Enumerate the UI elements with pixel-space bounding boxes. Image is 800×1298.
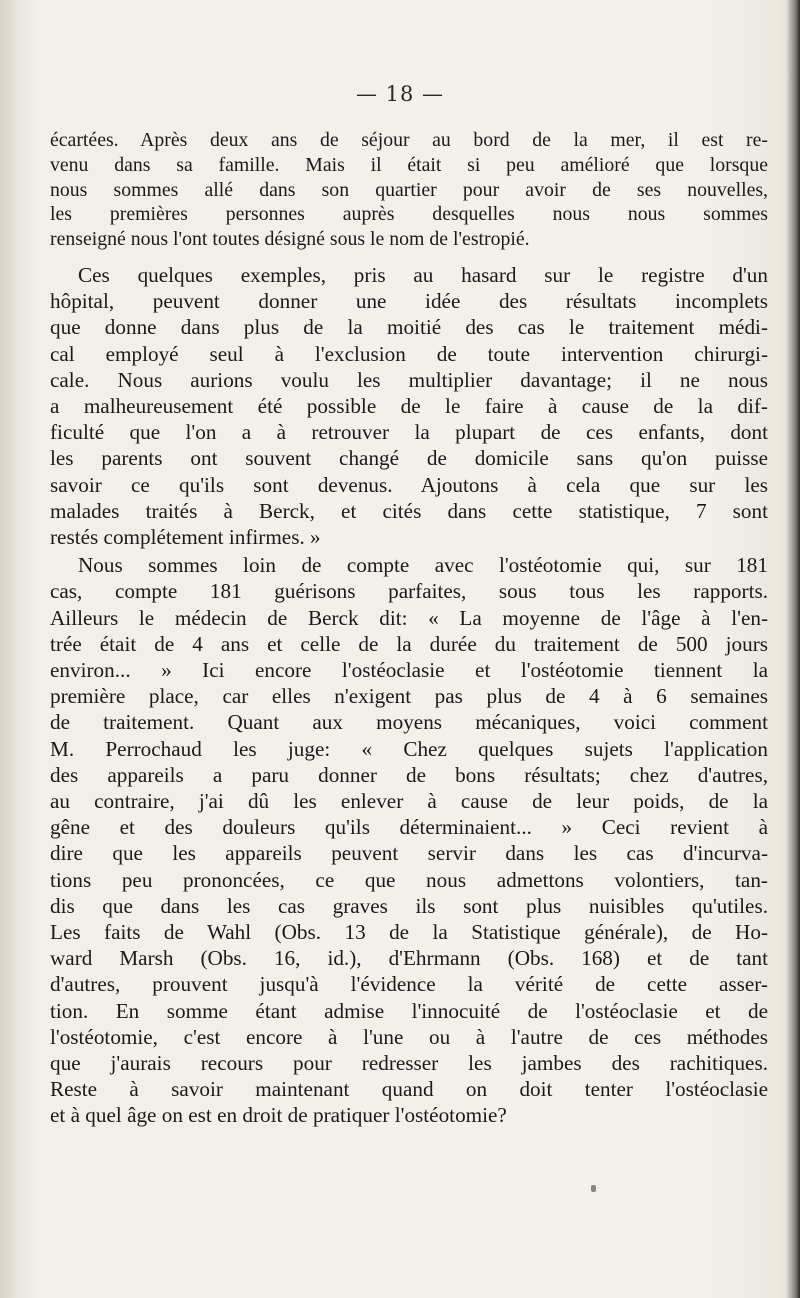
text-line: M. Perrochaud les juge: « Chez quelques sujets l'application — [50, 736, 768, 761]
text-line: les premières personnes auprès desquelles nous nous sommes — [50, 203, 768, 226]
text-line: écartées. Après deux ans de séjour au bord de la mer, il est re- — [50, 129, 768, 151]
text-line: malades traités à Berck, et cités dans cette statistique, 7 sont — [50, 498, 768, 523]
text-line: des appareils a paru donner de bons résultats; chez d'autres, — [50, 762, 768, 787]
text-line: dire que les appareils peuvent servir dans les cas d'incurva- — [50, 841, 768, 866]
text-line: restés complétement infirmes. » — [50, 525, 321, 550]
text-line: cale. Nous aurions voulu les multiplier davantage; il ne nous — [50, 367, 768, 392]
text-line: que donne dans plus de la moitié des cas le traitement médi- — [50, 315, 768, 340]
text-line: Ailleurs le médecin de Berck dit: « La moyenne de l'âge à l'en- — [50, 605, 768, 630]
text-line: de traitement. Quant aux moyens mécaniques, voici comment — [50, 710, 768, 735]
text-line: première place, car elles n'exigent pas plus de 4 à 6 semaines — [50, 684, 768, 709]
text-line: dis que dans les cas graves ils sont plus nuisibles qu'utiles. — [50, 893, 768, 918]
text-line: cas, compte 181 guérisons parfaites, sous tous les rapports. — [50, 579, 768, 604]
paragraph-3 — [50, 552, 768, 1128]
body-text — [50, 128, 768, 1129]
page-right-edge-shadow — [786, 0, 800, 1298]
text-line: renseigné nous l'ont toutes désigné sous le nom de l'estropié. — [50, 228, 530, 251]
text-line: a malheureusement été possible de le faire à cause de la dif- — [50, 394, 768, 418]
text-line: et à quel âge on est en droit de pratiquer l'ostéotomie? — [50, 1103, 507, 1128]
text-line: Reste à savoir maintenant quand on doit tenter l'ostéoclasie — [50, 1077, 768, 1102]
text-line: venu dans sa famille. Mais il était si peu amélioré que lorsque — [50, 153, 768, 176]
text-line: que j'aurais recours pour redresser les jambes des rachitiques. — [50, 1051, 768, 1076]
text-line: tion. En somme étant admise l'innocuité de l'ostéoclasie et de — [50, 998, 768, 1023]
text-line: l'ostéotomie, c'est encore à l'une ou à l'autre de ces méthodes — [50, 1024, 768, 1049]
page-left-edge-shadow — [0, 0, 18, 1298]
text-line: gêne et des douleurs qu'ils déterminaient... » Ceci revient à — [50, 815, 768, 840]
text-line: tions peu prononcées, ce que nous admettons volontiers, tan- — [50, 867, 768, 892]
text-line: hôpital, peuvent donner une idée des résultats incomplets — [50, 289, 768, 314]
text-line: cal employé seul à l'exclusion de toute intervention chirurgi- — [50, 341, 768, 366]
text-line: ficulté que l'on a à retrouver la plupart de ces enfants, dont — [50, 420, 768, 445]
text-line: les parents ont souvent changé de domicile sans qu'on puisse — [50, 446, 768, 471]
ink-speck — [591, 1185, 596, 1192]
text-line: au contraire, j'ai dû les enlever à cause de leur poids, de la — [50, 789, 768, 814]
text-line: Ces quelques exemples, pris au hasard sur le registre d'un — [78, 262, 768, 287]
text-line: nous sommes allé dans son quartier pour avoir de ses nouvelles, — [50, 178, 768, 201]
text-line: trée était de 4 ans et celle de la durée du traitement de 500 jours — [50, 631, 768, 656]
text-line: Les faits de Wahl (Obs. 13 de la Statistique générale), de Ho- — [50, 920, 768, 945]
text-line: savoir ce qu'ils sont devenus. Ajoutons à cela que sur les — [50, 472, 768, 497]
page-number: — 18 — — [355, 82, 445, 106]
text-line: Nous sommes loin de compte avec l'ostéotomie qui, sur 181 — [78, 553, 768, 578]
text-line: d'autres, prouvent jusqu'à l'évidence la vérité de cette asser- — [50, 972, 768, 997]
text-line: ward Marsh (Obs. 16, id.), d'Ehrmann (Obs. 168) et de tant — [50, 946, 768, 971]
paragraph-1 — [50, 128, 768, 252]
text-line: environ... » Ici encore l'ostéoclasie et l'ostéotomie tiennent la — [50, 658, 768, 683]
paragraph-2 — [50, 262, 768, 550]
